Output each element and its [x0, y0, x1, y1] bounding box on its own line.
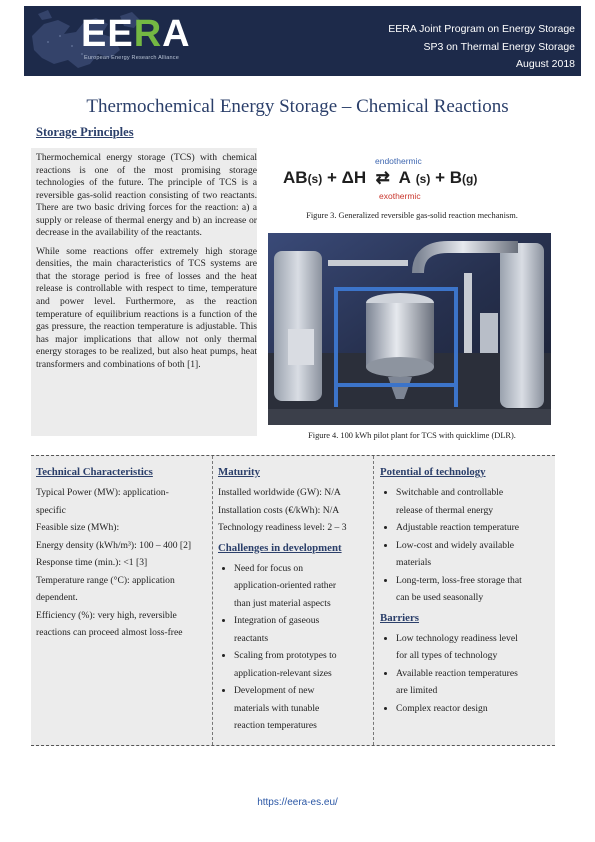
list-item-line: • Switchable and controllable [396, 487, 504, 498]
list-item-line: application-oriented rather [234, 580, 337, 591]
figure-4-caption: Figure 4. 100 kWh pilot plant for TCS with quicklime (DLR). [308, 431, 516, 440]
list-item-line: • Complex reactor design [396, 702, 488, 714]
list-item-line: • Need for focus on [234, 562, 303, 574]
storage-principles-paragraph-2: While some reactions offer extremely high storage densities, the main characteristics of TCS systems are that the storage period is free of losses and the heat release is controllable with respect to time, temperature and power level. Furthermore, as the reaction temperature of equilibrium reactions is a function of the gas pressure, the reaction temperature is adjustable. This has major implications that allow not only thermal energy storages to be realized, but also heat pumps, heat transformers and combinations of both [1]. [36, 245, 257, 370]
technical-line: specific [36, 504, 66, 516]
header-line-subprogram: SP3 on Thermal Energy Storage [423, 40, 575, 53]
page-title: Thermochemical Energy Storage – Chemical Reactions [86, 96, 509, 117]
list-item [396, 630, 552, 665]
product-b: B [449, 168, 463, 187]
potential-column [380, 464, 552, 717]
eera-logo: EERA [81, 13, 191, 55]
list-item [234, 612, 370, 647]
technical-line: reactions can proceed almost loss-free [36, 627, 183, 638]
reversible-arrows-icon: ⇄ [375, 168, 390, 187]
list-item-line: release of thermal energy [396, 504, 494, 516]
technical-line: Typical Power (MW): application- [36, 487, 169, 498]
list-item-line: • Adjustable reaction temperature [396, 522, 520, 533]
list-item-line: • Long-term, loss-free storage that [396, 574, 522, 586]
list-item-line: reactants [234, 632, 269, 644]
list-item [396, 572, 552, 607]
technical-line: Energy density (kWh/m³): 100 – 400 [2] [36, 539, 192, 551]
maturity-line: Installation costs (€/kWh): N/A [218, 504, 340, 516]
logo-tagline: European Energy Research Alliance [84, 55, 179, 61]
list-item-line: than just material aspects [234, 597, 331, 609]
list-item [234, 560, 370, 613]
column-divider [373, 456, 374, 745]
list-item-line: application-relevant sizes [234, 667, 332, 679]
header-banner [24, 6, 581, 76]
barriers-heading: Barriers [380, 611, 419, 624]
list-item-line: • Integration of gaseous [234, 615, 320, 626]
product-b-phase: (g) [462, 172, 478, 186]
header-line-date: August 2018 [516, 58, 575, 70]
list-item [396, 700, 552, 718]
list-item-line: materials [396, 557, 432, 568]
potential-list [380, 484, 552, 607]
list-item-line: • Low-cost and widely available [396, 539, 515, 551]
list-item-line: can be used seasonally [396, 592, 484, 603]
plus-sign: + [326, 168, 337, 187]
list-item-line: for all types of technology [396, 650, 498, 661]
column-divider [212, 456, 213, 745]
list-item-line: • Low technology readiness level [396, 632, 518, 644]
equation-line [283, 168, 477, 188]
product-a-phase: (s) [415, 172, 431, 186]
list-item-line: materials with tunable [234, 702, 320, 714]
maturity-line: Installed worldwide (GW): N/A [218, 487, 341, 498]
reaction-equation [267, 152, 557, 208]
figure-3-caption: Figure 3. Generalized reversible gas-solid reaction mechanism. [306, 211, 518, 220]
storage-principles-box [31, 148, 257, 436]
pilot-plant-illustration [268, 233, 551, 425]
maturity-heading: Maturity [218, 466, 260, 478]
list-item-line: • Available reaction temperatures [396, 667, 518, 679]
technical-characteristics-heading: Technical Characteristics [36, 466, 153, 478]
plus-sign: + [435, 168, 446, 187]
challenges-heading: Challenges in development [218, 541, 342, 554]
technical-line: Feasible size (MWh): [36, 522, 120, 533]
technical-line: dependent. [36, 592, 78, 603]
technical-line: Efficiency (%): very high, reversible [36, 609, 177, 621]
list-item-line: • Scaling from prototypes to [234, 650, 337, 661]
pilot-plant-photo [268, 233, 551, 425]
header-info [388, 21, 575, 74]
footer-link[interactable]: https://eera-es.eu/ [257, 797, 338, 808]
technical-line: Response time (min.): <1 [3] [36, 557, 148, 568]
list-item-line: are limited [396, 685, 438, 696]
header-line-program: EERA Joint Program on Energy Storage [388, 23, 575, 35]
delta-h: ΔH [341, 168, 367, 187]
list-item [396, 519, 552, 537]
reactant-ab: AB [283, 168, 308, 187]
list-item [396, 665, 552, 700]
list-item-line: reaction temperatures [234, 720, 317, 731]
info-panel [31, 455, 555, 746]
reactant-ab-phase: (s) [307, 172, 323, 186]
list-item-line: • Development of new [234, 685, 315, 696]
list-item [396, 537, 552, 572]
challenges-list [218, 560, 370, 735]
list-item [234, 647, 370, 682]
product-a: A [398, 168, 411, 187]
maturity-line: Technology readiness level: 2 – 3 [218, 522, 347, 533]
maturity-column [218, 464, 370, 735]
storage-principles-paragraph-1: Thermochemical energy storage (TCS) with chemical reactions is one of the most promising storage technologies of the future. The principle of TCS is a reversible gas-solid reaction consisting of two reactants. There are two basic driving forces for the reaction: a) a supply or release of thermal energy and b) an increase or decrease in the availability of the reactants. [36, 152, 257, 239]
barriers-list [380, 630, 552, 718]
exothermic-label: exothermic [379, 191, 421, 201]
potential-heading: Potential of technology [380, 466, 486, 478]
endothermic-label: endothermic [375, 156, 422, 166]
technical-line: Temperature range (°C): application [36, 574, 175, 586]
list-item [234, 682, 370, 735]
list-item [396, 484, 552, 519]
technical-characteristics-column [36, 464, 208, 642]
storage-principles-heading: Storage Principles [36, 125, 134, 139]
